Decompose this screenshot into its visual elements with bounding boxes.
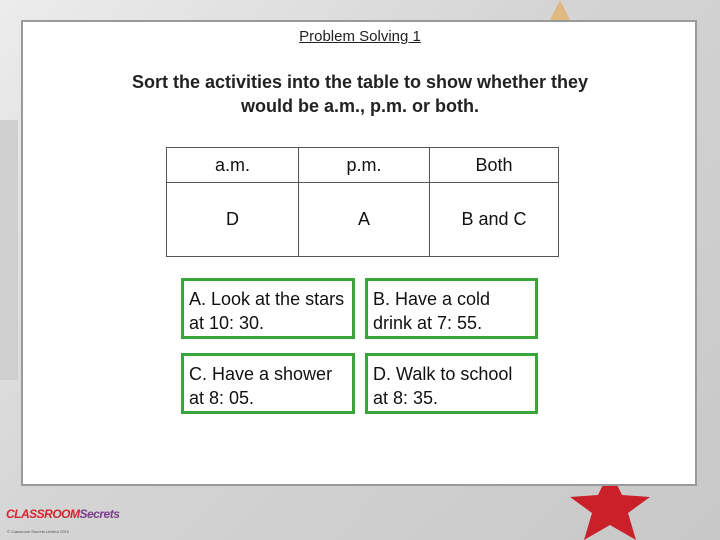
activity-card-d[interactable]: D. Walk to school at 8: 35. (365, 353, 538, 414)
activity-card-a[interactable]: A. Look at the stars at 10: 30. (181, 278, 355, 339)
header-am: a.m. (167, 148, 299, 183)
logo-part2: Secrets (79, 507, 120, 521)
sorting-table (166, 147, 559, 257)
cell-am: D (167, 183, 299, 257)
header-both: Both (430, 148, 559, 183)
cell-both: B and C (430, 183, 559, 257)
activity-card-b[interactable]: B. Have a cold drink at 7: 55. (365, 278, 538, 339)
ruler-icon (0, 120, 18, 380)
logo-part1: CLASSROOM (6, 507, 80, 521)
table-header-row (167, 148, 559, 183)
cell-pm: A (299, 183, 430, 257)
activity-card-c[interactable]: C. Have a shower at 8: 05. (181, 353, 355, 414)
classroom-secrets-logo (6, 505, 119, 523)
header-pm: p.m. (299, 148, 430, 183)
page-title: Problem Solving 1 (299, 28, 421, 45)
table-row (167, 183, 559, 257)
copyright-text: © Classroom Secrets Limited 2019 (7, 529, 69, 534)
instruction-text: Sort the activities into the table to show whether they would be a.m., p.m. or both. (131, 72, 589, 116)
